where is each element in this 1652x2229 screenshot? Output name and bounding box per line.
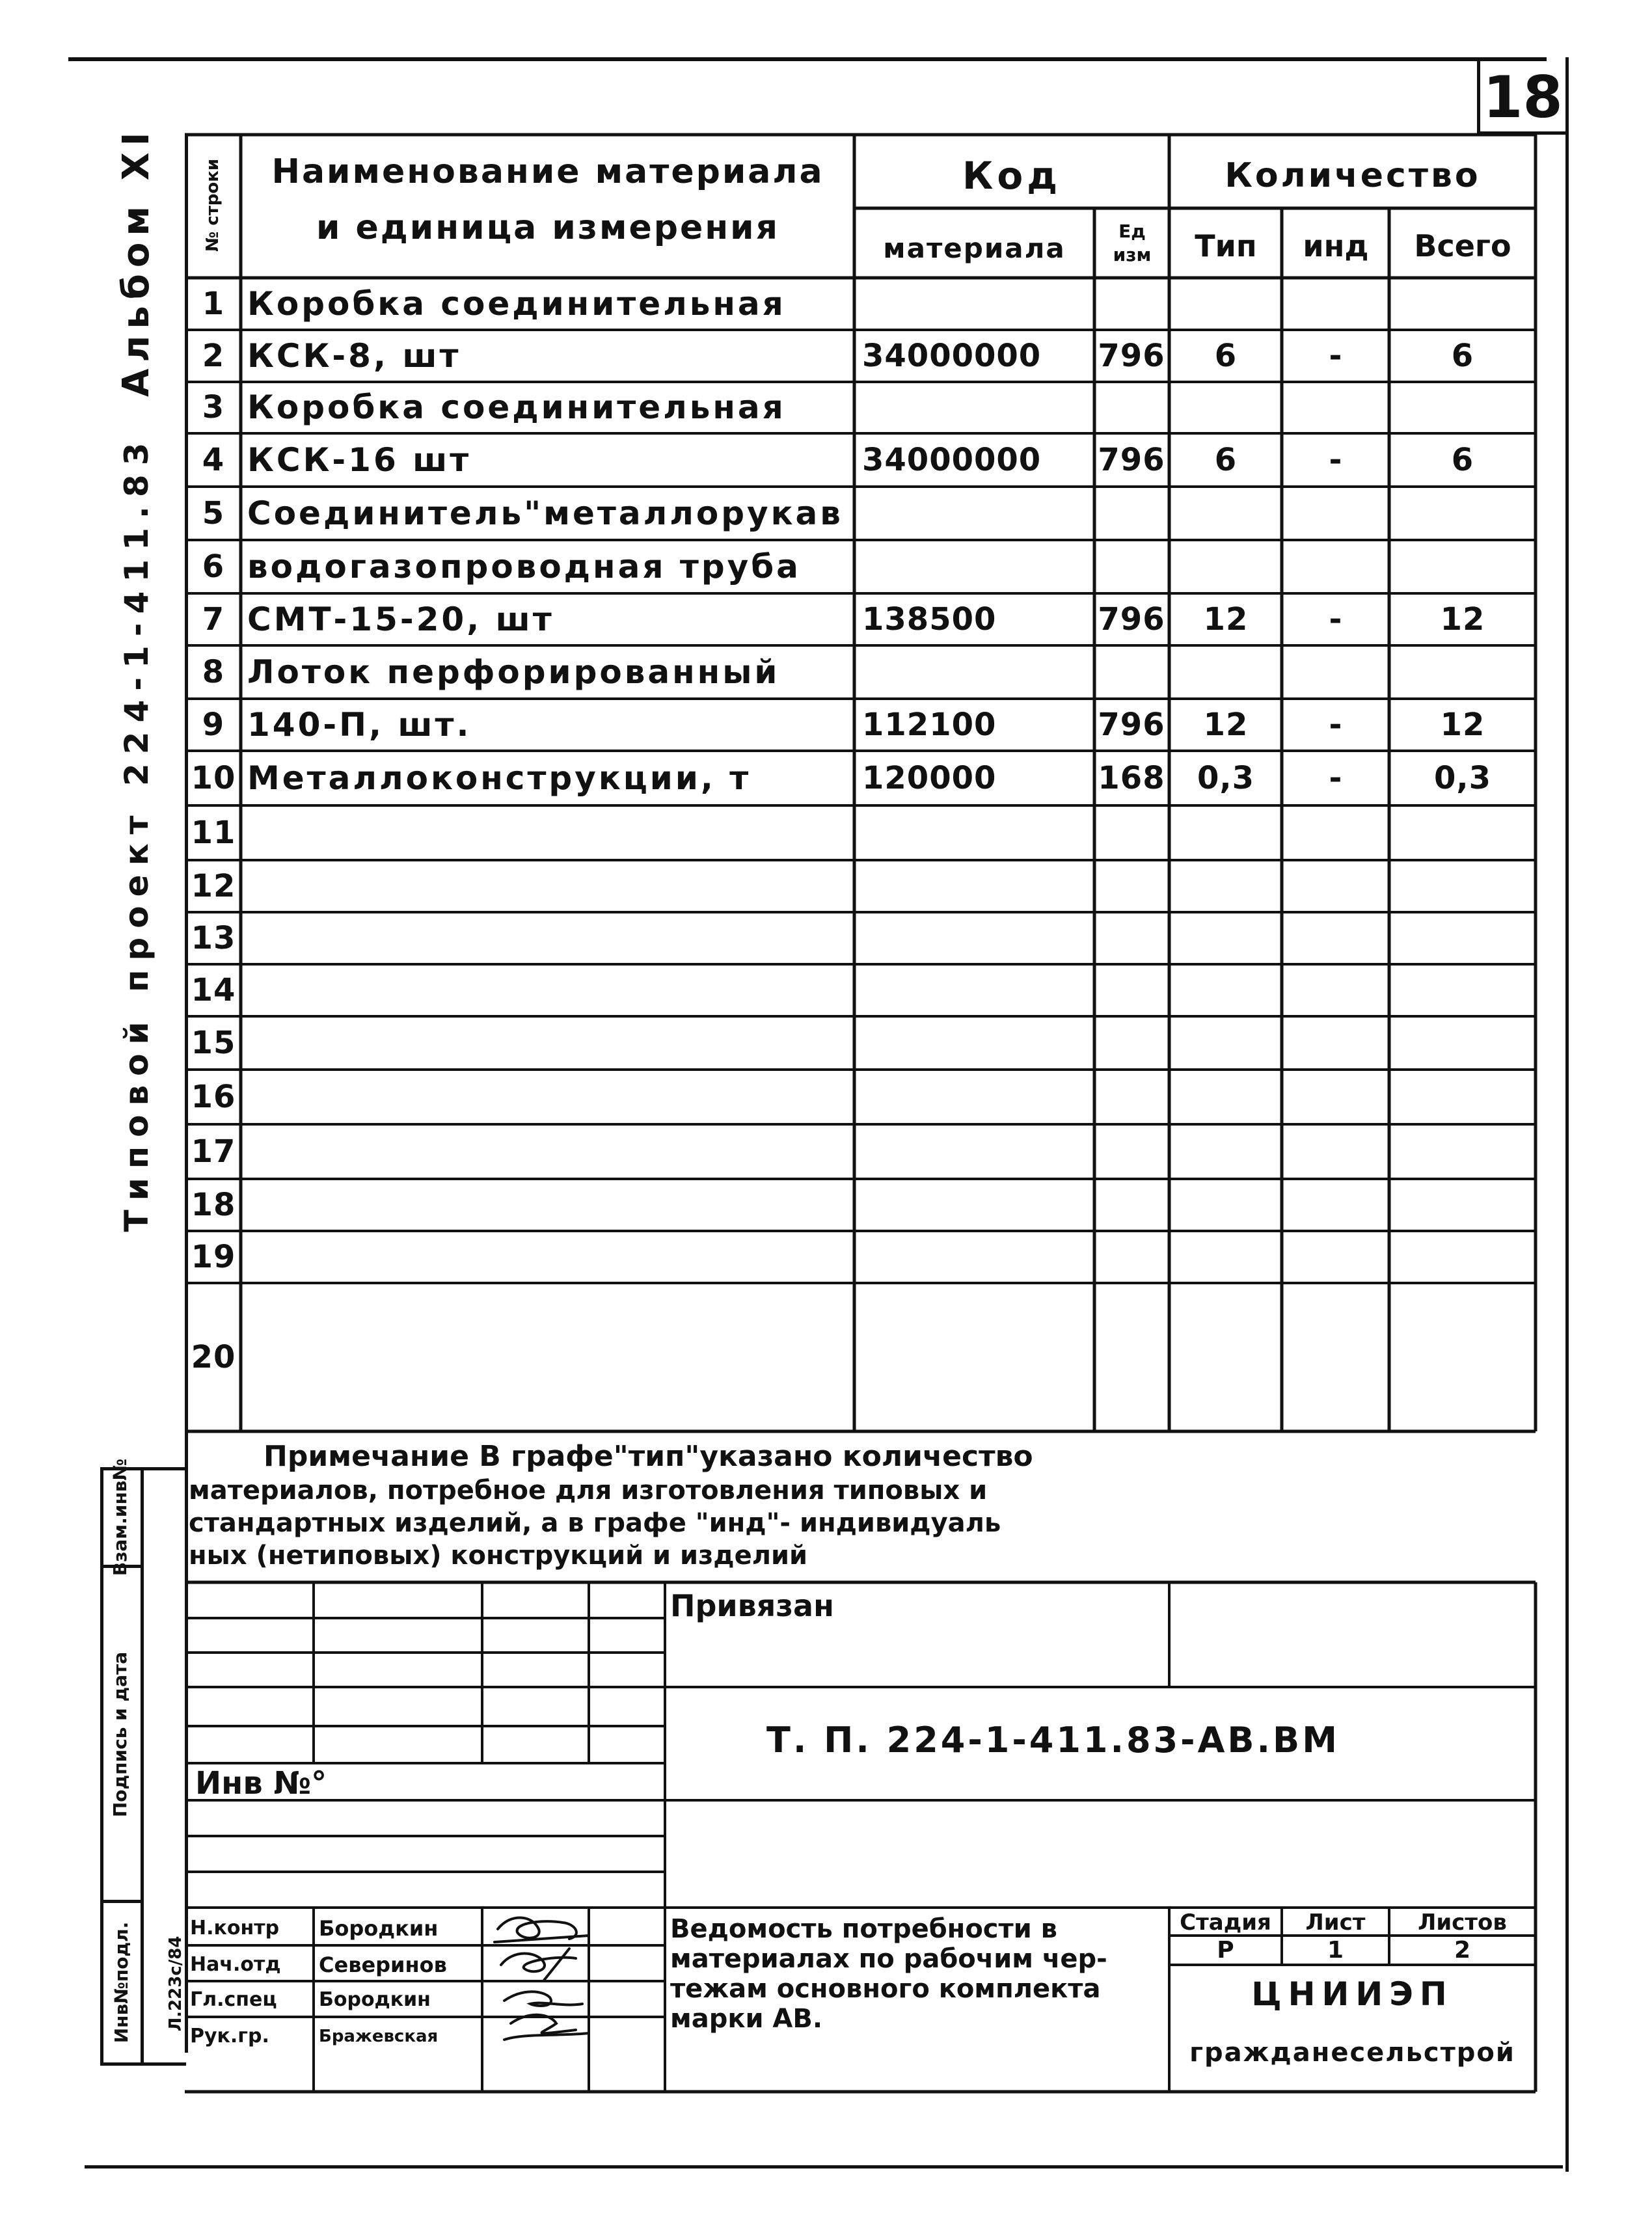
cell-material	[862, 278, 1093, 330]
cell-type	[1171, 645, 1280, 699]
sig-role-2: Нач.отд	[190, 1953, 281, 1976]
stage-value: Р	[1217, 1937, 1234, 1964]
cell-no: 6	[202, 548, 225, 585]
description-line-2: материалах по рабочим чер-	[670, 1944, 1107, 1974]
cell-total	[1391, 487, 1534, 540]
cell-no: 17	[191, 1133, 236, 1170]
cell-name: Лоток перфорированный	[247, 653, 780, 691]
cell-unit	[1096, 912, 1167, 964]
cell-name	[247, 860, 852, 912]
cell-unit	[1096, 382, 1167, 433]
cell-material: 34000000	[862, 442, 1042, 478]
note-line-1: Примечание В графе"тип"указано количество	[264, 1440, 1033, 1473]
cell-name	[247, 964, 852, 1016]
cell-material: 120000	[862, 760, 997, 796]
cell-total	[1391, 1283, 1534, 1431]
sheets-label: Листов	[1418, 1910, 1507, 1936]
handwritten-signatures	[485, 1910, 602, 2092]
sheets-value: 2	[1454, 1937, 1471, 1964]
description-line-4: марки АВ.	[670, 2004, 823, 2034]
header-qty-total: Всего	[1414, 228, 1511, 263]
header-code-material: материала	[883, 232, 1066, 264]
cell-no: 4	[202, 442, 225, 478]
document-designation: Т. П. 224-1-411.83-АВ.ВМ	[766, 1720, 1340, 1761]
cell-total: 12	[1440, 601, 1485, 638]
cell-no: 13	[191, 920, 236, 956]
cell-material	[862, 1179, 1093, 1231]
cell-material	[862, 382, 1093, 433]
cell-material	[862, 1283, 1093, 1431]
sig-role-3: Гл.спец	[190, 1988, 277, 2011]
cell-unit	[1096, 1016, 1167, 1070]
stamp-label-signature: Подпись и дата	[109, 1651, 131, 1818]
cell-material	[862, 860, 1093, 912]
header-code: Код	[962, 154, 1062, 198]
cell-ind	[1284, 1016, 1388, 1070]
cell-name: КСК-16 шт	[247, 441, 472, 479]
cell-total: 6	[1451, 442, 1474, 478]
header-qty-type: Тип	[1195, 228, 1257, 263]
cell-material	[862, 1070, 1093, 1124]
cell-ind: -	[1329, 760, 1343, 796]
cell-name	[247, 1124, 852, 1179]
cell-name: водогазопроводная труба	[247, 548, 801, 586]
cell-material	[862, 1231, 1093, 1283]
cell-name: КСК-8, шт	[247, 337, 461, 375]
cell-unit: 796	[1098, 442, 1165, 478]
cell-name: 140-П, шт.	[247, 706, 472, 744]
organization-name-1: ЦНИИЭП	[1251, 1975, 1454, 2013]
cell-unit	[1096, 1283, 1167, 1431]
cell-type	[1171, 382, 1280, 433]
sheet-value: 1	[1327, 1937, 1344, 1964]
cell-type: 12	[1203, 707, 1249, 743]
cell-total	[1391, 1016, 1534, 1070]
note-line-2: материалов, потребное для изготовления типовых и	[189, 1476, 988, 1506]
cell-name: Коробка соединительная	[247, 388, 786, 426]
cell-unit: 796	[1098, 601, 1165, 638]
cell-no: 15	[191, 1025, 236, 1061]
cell-ind	[1284, 1283, 1388, 1431]
header-qty-ind: инд	[1303, 228, 1369, 263]
cell-ind: -	[1329, 707, 1343, 743]
cell-material	[862, 1124, 1093, 1179]
cell-unit	[1096, 1124, 1167, 1179]
sheet-label: Лист	[1305, 1910, 1366, 1936]
cell-no: 3	[202, 389, 225, 426]
cell-unit: 796	[1098, 707, 1165, 743]
cell-unit: 796	[1098, 338, 1165, 374]
cell-ind	[1284, 645, 1388, 699]
stamp-label-inv-no: Инв№подл.	[111, 1921, 132, 2044]
cell-name: СМТ-15-20, шт	[247, 601, 554, 638]
cell-total	[1391, 805, 1534, 860]
cell-total: 6	[1451, 338, 1474, 374]
cell-no: 12	[191, 868, 236, 904]
cell-material	[862, 964, 1093, 1016]
cell-no: 16	[191, 1079, 236, 1115]
sheet-number: 18	[1483, 64, 1563, 131]
stage-label: Стадия	[1180, 1910, 1271, 1936]
cell-ind	[1284, 540, 1388, 593]
cell-total	[1391, 964, 1534, 1016]
sig-name-2: Северинов	[319, 1952, 447, 1977]
cell-material	[862, 912, 1093, 964]
cell-name: Коробка соединительная	[247, 285, 786, 323]
cell-no: 20	[191, 1339, 236, 1375]
cell-type	[1171, 1283, 1280, 1431]
cell-material: 112100	[862, 707, 997, 743]
cell-type: 6	[1214, 338, 1238, 374]
cell-type	[1171, 912, 1280, 964]
sig-name-4: Бражевская	[319, 2027, 439, 2046]
cell-total	[1391, 540, 1534, 593]
cell-type	[1171, 1016, 1280, 1070]
organization-name-2: гражданесельстрой	[1189, 2038, 1515, 2068]
header-name-line1: Наименование материала	[271, 152, 824, 191]
cell-ind	[1284, 1231, 1388, 1283]
cell-name	[247, 1283, 852, 1431]
cell-no: 8	[202, 654, 225, 690]
cell-ind	[1284, 860, 1388, 912]
cell-ind	[1284, 487, 1388, 540]
cell-ind	[1284, 1124, 1388, 1179]
stamp-label-replace-inv: Взам.инв№	[109, 1458, 131, 1576]
cell-no: 1	[202, 286, 225, 322]
description-line-1: Ведомость потребности в	[670, 1914, 1057, 1944]
cell-name	[247, 1016, 852, 1070]
cell-ind: -	[1329, 338, 1343, 374]
cell-total	[1391, 1231, 1534, 1283]
cell-no: 9	[202, 707, 225, 743]
cell-total	[1391, 1179, 1534, 1231]
cell-unit	[1096, 645, 1167, 699]
cell-unit	[1096, 278, 1167, 330]
cell-material: 138500	[862, 601, 997, 638]
cell-unit	[1096, 1179, 1167, 1231]
stamp-note: Л.223с/84	[166, 1936, 185, 2032]
cell-type	[1171, 805, 1280, 860]
cell-no: 18	[191, 1187, 236, 1223]
sig-role-4: Рук.гр.	[190, 2025, 269, 2047]
cell-type: 6	[1214, 442, 1238, 478]
note-line-4: ных (нетиповых) конструкций и изделий	[189, 1541, 808, 1571]
cell-type	[1171, 278, 1280, 330]
cell-unit	[1096, 1231, 1167, 1283]
cell-total: 12	[1440, 707, 1485, 743]
cell-no: 5	[202, 495, 225, 532]
header-name-line2: и единица измерения	[316, 208, 779, 247]
cell-total	[1391, 645, 1534, 699]
cell-ind	[1284, 912, 1388, 964]
cell-unit	[1096, 540, 1167, 593]
cell-unit	[1096, 805, 1167, 860]
cell-material	[862, 805, 1093, 860]
cell-ind	[1284, 382, 1388, 433]
cell-ind	[1284, 278, 1388, 330]
cell-material: 34000000	[862, 338, 1042, 374]
cell-material	[862, 1016, 1093, 1070]
cell-material	[862, 487, 1093, 540]
cell-name	[247, 1231, 852, 1283]
cell-unit	[1096, 1070, 1167, 1124]
cell-no: 19	[191, 1239, 236, 1275]
cell-no: 2	[202, 338, 225, 374]
cell-name	[247, 1070, 852, 1124]
sig-role-1: Н.контр	[190, 1917, 280, 1939]
cell-ind	[1284, 1070, 1388, 1124]
cell-name	[247, 912, 852, 964]
album-label: Альбом XI	[115, 126, 157, 397]
cell-type	[1171, 1070, 1280, 1124]
cell-no: 11	[191, 815, 236, 851]
sig-name-1: Бородкин	[319, 1916, 439, 1941]
cell-type: 0,3	[1197, 760, 1255, 796]
cell-unit	[1096, 487, 1167, 540]
cell-material	[862, 540, 1093, 593]
cell-unit: 168	[1098, 760, 1165, 796]
cell-ind: -	[1329, 442, 1343, 478]
note-line-3: стандартных изделий, а в графе "инд"- индивидуаль	[189, 1508, 1001, 1538]
cell-unit	[1096, 860, 1167, 912]
cell-type	[1171, 1124, 1280, 1179]
cell-type	[1171, 860, 1280, 912]
inv-no-label: Инв №°	[195, 1765, 327, 1802]
cell-total	[1391, 278, 1534, 330]
cell-name: Соединитель"металлорукав	[247, 494, 843, 532]
sig-name-3: Бородкин	[319, 1988, 431, 2011]
header-code-unit: Ед изм	[1113, 221, 1152, 265]
cell-ind	[1284, 964, 1388, 1016]
cell-total	[1391, 1124, 1534, 1179]
description-line-3: тежам основного комплекта	[670, 1974, 1101, 2004]
cell-no: 10	[191, 760, 236, 796]
cell-material	[862, 645, 1093, 699]
cell-ind	[1284, 805, 1388, 860]
cell-unit	[1096, 964, 1167, 1016]
cell-name: Металлоконструкции, т	[247, 759, 752, 797]
cell-name	[247, 1179, 852, 1231]
header-quantity: Количество	[1225, 156, 1481, 195]
cell-total: 0,3	[1433, 760, 1492, 796]
project-label: Типовой проект 224-1-411.83	[118, 433, 156, 1232]
cell-name	[247, 805, 852, 860]
cell-total	[1391, 1070, 1534, 1124]
cell-total	[1391, 382, 1534, 433]
cell-total	[1391, 860, 1534, 912]
cell-type	[1171, 1231, 1280, 1283]
cell-type: 12	[1203, 601, 1249, 638]
cell-total	[1391, 912, 1534, 964]
cell-type	[1171, 1179, 1280, 1231]
attached-label: Привязан	[670, 1588, 834, 1623]
cell-type	[1171, 964, 1280, 1016]
cell-no: 7	[202, 601, 225, 638]
cell-no: 14	[191, 972, 236, 1008]
cell-type	[1171, 540, 1280, 593]
cell-ind: -	[1329, 601, 1343, 638]
header-row-no: № строки	[203, 158, 223, 252]
cell-type	[1171, 487, 1280, 540]
cell-ind	[1284, 1179, 1388, 1231]
